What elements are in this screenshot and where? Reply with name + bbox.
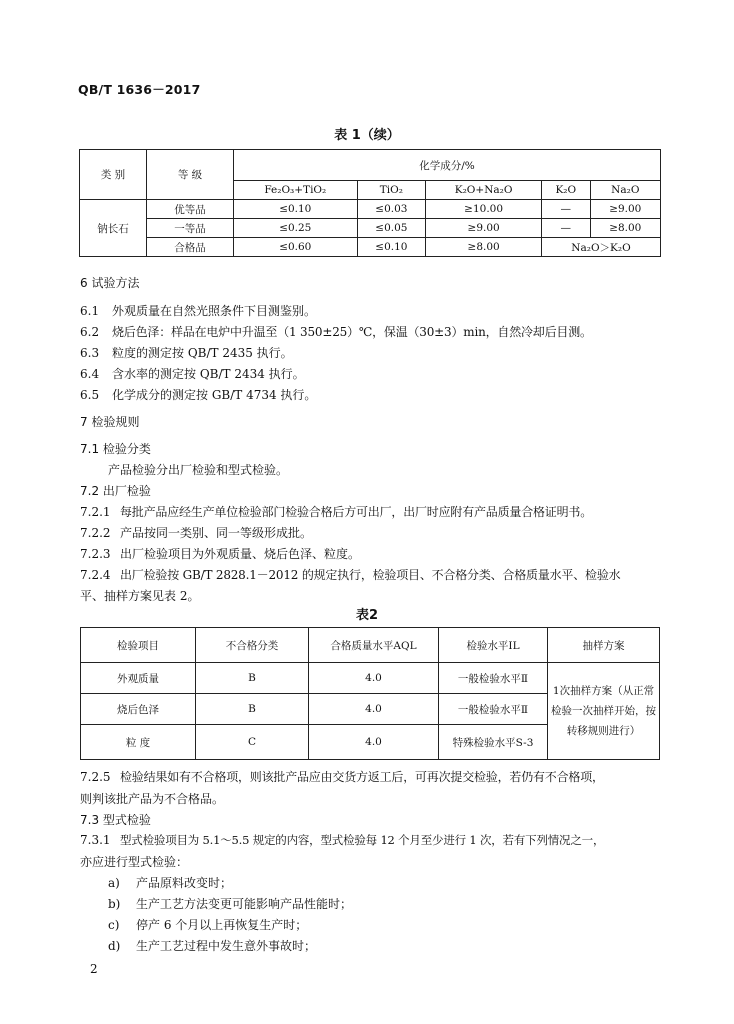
clause-number: 6.3 xyxy=(80,346,100,360)
table1-header-chem: 化学成分/% xyxy=(234,150,661,181)
table1-cell: ≤0.60 xyxy=(234,238,358,257)
table1-col-header: Fe₂O₃+TiO₂ xyxy=(234,181,358,200)
list-item xyxy=(108,874,232,891)
table1-col-header: K₂O xyxy=(542,181,591,200)
table1-header-grade: 等 级 xyxy=(147,150,234,200)
section-7-title: 7 检验规则 xyxy=(80,415,140,429)
table1-col-header: TiO₂ xyxy=(357,181,426,200)
clause-text: 型式检验项目为 5.1～5.5 规定的内容，型式检验每 12 个月至少进行 1 次，若有下列情况之一， xyxy=(120,833,605,847)
clause-number: 7.2.2 xyxy=(80,526,111,540)
table1-cell: ≥10.00 xyxy=(426,200,542,219)
clause-text: 出厂检验按 GB/T 2828.1－2012 的规定执行，检验项目、不合格分类、合格质量水平、检验水 xyxy=(120,568,621,582)
clause-number: 6.4 xyxy=(80,367,100,381)
list-label: a) xyxy=(108,876,120,890)
table2-header: 检验水平IL xyxy=(439,628,548,663)
table2-item: 粒 度 xyxy=(81,725,196,760)
table1-col-header: Na₂O xyxy=(590,181,660,200)
list-label: b) xyxy=(108,897,121,911)
clause-7-2-5-cont: 则判该批产品为不合格品。 xyxy=(80,792,225,806)
clause-7-2-3 xyxy=(80,545,360,562)
table2-item: 烧后色泽 xyxy=(81,694,196,725)
clause-7-2-5 xyxy=(80,768,604,785)
list-text: 生产工艺过程中发生意外事故时； xyxy=(136,939,317,953)
clause-7-2-4 xyxy=(80,566,620,583)
table1-cell: ≤0.25 xyxy=(234,219,358,238)
list-text: 产品原料改变时； xyxy=(136,876,233,890)
clause-6-1 xyxy=(80,302,316,319)
table2-sampling-plan xyxy=(548,663,660,760)
table1-cell: ≤0.03 xyxy=(357,200,426,219)
table1-cell: — xyxy=(542,219,591,238)
table-row xyxy=(80,200,661,219)
table2-il: 特殊检验水平S-3 xyxy=(439,725,548,760)
table2-header: 抽样方案 xyxy=(548,628,660,663)
table2 xyxy=(80,627,660,760)
clause-7-3-1 xyxy=(80,832,604,848)
clause-number: 7.2.5 xyxy=(80,770,111,784)
table1-cell: ≤0.10 xyxy=(234,200,358,219)
list-label: c) xyxy=(108,918,120,932)
table1-cell: ≥8.00 xyxy=(426,238,542,257)
table1-col-header: K₂O+Na₂O xyxy=(426,181,542,200)
list-item xyxy=(108,937,316,954)
clause-text: 含水率的测定按 QB/T 2434 执行。 xyxy=(112,367,305,381)
clause-number: 7.2.4 xyxy=(80,568,111,582)
clause-6-2 xyxy=(80,323,592,340)
clause-7-2-4-cont: 平、抽样方案见表 2。 xyxy=(80,589,200,603)
table1-merged-cell: Na₂O＞K₂O xyxy=(542,238,661,257)
plan-line: 检验一次抽样开始，按 xyxy=(551,705,656,717)
clause-6-3 xyxy=(80,344,293,361)
table1-cell: ≥9.00 xyxy=(426,219,542,238)
plan-line: 1次抽样方案（从正常 xyxy=(552,685,655,697)
clause-number: 6.2 xyxy=(80,325,100,339)
clause-number: 6.1 xyxy=(80,304,100,318)
table-row xyxy=(80,219,661,238)
table2-caption: 表2 xyxy=(355,608,379,623)
clause-text: 烧后色泽：样品在电炉中升温至（1 350±25）℃，保温（30±3）min，自然冷却后目测。 xyxy=(112,325,592,339)
list-item xyxy=(108,895,352,912)
table2-aql: 4.0 xyxy=(309,694,439,725)
table2-header: 不合格分类 xyxy=(196,628,309,663)
section-7-1-title: 7.1 检验分类 xyxy=(80,442,151,456)
table2-header: 检验项目 xyxy=(81,628,196,663)
clause-7-2-2 xyxy=(80,524,312,541)
table1-cell: ≤0.05 xyxy=(357,219,426,238)
clause-number: 7.3.1 xyxy=(80,833,111,847)
clause-number: 7.2.3 xyxy=(80,547,111,561)
clause-7-2-1 xyxy=(80,503,592,520)
section-7-3-title: 7.3 型式检验 xyxy=(80,813,151,827)
table2-il: 一般检验水平Ⅱ xyxy=(439,694,548,725)
table2-class: B xyxy=(196,694,309,725)
page-number: 2 xyxy=(90,962,98,976)
table1-header-category: 类 别 xyxy=(80,150,147,200)
clause-6-4 xyxy=(80,365,305,382)
table1-cell: ≥9.00 xyxy=(590,200,660,219)
table1-cell: ≥8.00 xyxy=(590,219,660,238)
table2-aql: 4.0 xyxy=(309,663,439,694)
clause-number: 7.2.1 xyxy=(80,505,111,519)
list-label: d) xyxy=(108,939,121,953)
clause-text: 产品按同一类别、同一等级形成批。 xyxy=(120,526,313,540)
section-6-title: 6 试验方法 xyxy=(80,276,140,290)
table2-header: 合格质量水平AQL xyxy=(309,628,439,663)
table2-aql: 4.0 xyxy=(309,725,439,760)
clause-text: 每批产品应经生产单位检验部门检验合格后方可出厂，出厂时应附有产品质量合格证明书。 xyxy=(120,505,593,519)
plan-line: 转移规则进行） xyxy=(566,725,641,737)
table1-category: 钠长石 xyxy=(80,200,147,257)
table1-grade: 优等品 xyxy=(147,200,234,219)
clause-6-5 xyxy=(80,386,316,403)
clause-text: 检验结果如有不合格项，则该批产品应由交货方返工后，可再次提交检验，若仍有不合格项， xyxy=(120,770,604,784)
section-7-2-title: 7.2 出厂检验 xyxy=(80,484,151,498)
table2-item: 外观质量 xyxy=(81,663,196,694)
list-text: 停产 6 个月以上再恢复生产时； xyxy=(136,918,308,932)
table2-class: B xyxy=(196,663,309,694)
table1-cell: — xyxy=(542,200,591,219)
standard-code: QB/T 1636－2017 xyxy=(78,82,201,97)
table-row xyxy=(80,238,661,257)
table1-cell: ≤0.10 xyxy=(357,238,426,257)
table1 xyxy=(79,149,661,257)
clause-text: 化学成分的测定按 GB/T 4734 执行。 xyxy=(112,388,317,402)
table1-caption: 表 1（续） xyxy=(334,128,400,143)
list-text: 生产工艺方法变更可能影响产品性能时； xyxy=(136,897,353,911)
table1-grade: 合格品 xyxy=(147,238,234,257)
section-7-1-text: 产品检验分出厂检验和型式检验。 xyxy=(108,463,289,477)
clause-number: 6.5 xyxy=(80,388,100,402)
clause-7-3-1-cont: 亦应进行型式检验： xyxy=(80,855,189,869)
table2-class: C xyxy=(196,725,309,760)
table1-grade: 一等品 xyxy=(147,219,234,238)
clause-text: 出厂检验项目为外观质量、烧后色泽、粒度。 xyxy=(120,547,361,561)
clause-text: 外观质量在自然光照条件下目测鉴别。 xyxy=(112,304,317,318)
clause-text: 粒度的测定按 QB/T 2435 执行。 xyxy=(112,346,293,360)
list-item xyxy=(108,916,307,933)
table-row xyxy=(81,663,660,694)
table2-il: 一般检验水平Ⅱ xyxy=(439,663,548,694)
